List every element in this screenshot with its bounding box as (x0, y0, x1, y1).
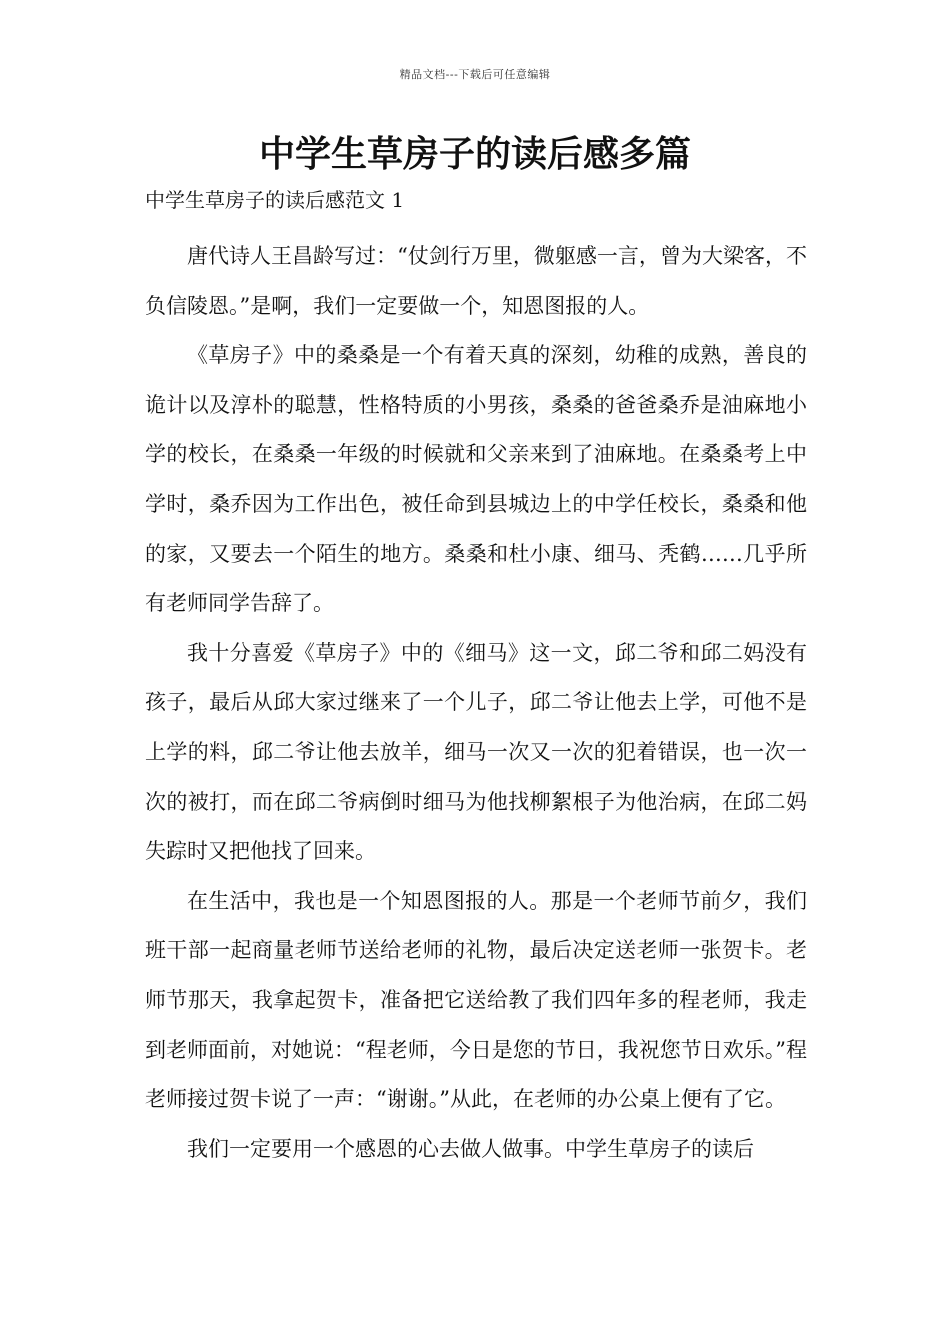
paragraph-2: 《草房子》中的桑桑是一个有着天真的深刻，幼稚的成熟，善良的诡计以及淳朴的聪慧，性格特质的小男孩，桑桑的爸爸桑乔是油麻地小学的校长，在桑桑一年级的时候就和父亲来到了油麻地。在桑桑考上中学时，桑乔因为工作出色，被任命到县城边上的中学任校长，桑桑和他的家，又要去一个陌生的地方。桑桑和杜小康、细马、秃鹤……几乎所有老师同学告辞了。 (145, 343, 807, 616)
paragraph-4: 在生活中，我也是一个知恩图报的人。那是一个老师节前夕，我们班干部一起商量老师节送给老师的礼物，最后决定送老师一张贺卡。老师节那天，我拿起贺卡，准备把它送给教了我们四年多的程老师，我走到老师面前，对她说：“程老师，今日是您的节日，我祝您节日欢乐。”程老师接过贺卡说了一声：“谢谢。”从此，在老师的办公桌上便有了它。 (145, 888, 807, 1112)
paragraph-5: 我们一定要用一个感恩的心去做人做事。中学生草房子的读后 (187, 1136, 754, 1161)
section-subtitle: 中学生草房子的读后感范文 1 (145, 188, 405, 212)
document-body (145, 180, 807, 1174)
paragraph-1: 唐代诗人王昌龄写过：“仗剑行万里，微躯感一言，曾为大梁客，不负信陵恩。”是啊，我们一定要做一个，知恩图报的人。 (145, 244, 807, 318)
document-title: 中学生草房子的读后感多篇 (258, 134, 691, 175)
header-note: 精品文档---下载后可任意编辑 (399, 68, 551, 81)
paragraph-3: 我十分喜爱《草房子》中的《细马》这一文，邱二爷和邱二妈没有孩子，最后从邱大家过继来了一个儿子，邱二爷让他去上学，可他不是上学的料，邱二爷让他去放羊，细马一次又一次的犯着错误，也一次一次的被打，而在邱二爷病倒时细马为他找柳絮根子为他治病，在邱二妈失踪时又把他找了回来。 (145, 640, 807, 864)
